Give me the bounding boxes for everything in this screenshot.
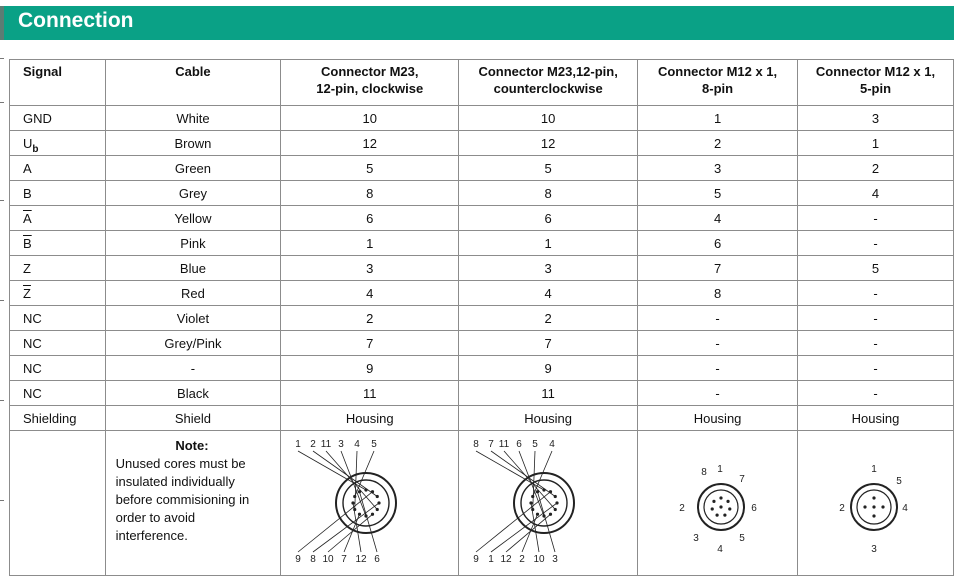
margin-tick bbox=[0, 58, 4, 59]
signal-cell bbox=[10, 231, 106, 256]
pin-number-label: 4 bbox=[902, 503, 908, 514]
header-m12-8pin: Connector M12 x 1, 8-pin bbox=[638, 60, 798, 106]
table-row bbox=[10, 206, 954, 231]
section-title: Connection bbox=[18, 9, 134, 32]
pin-dot bbox=[872, 496, 875, 499]
m23-ccw-cell: 2 bbox=[459, 306, 638, 331]
pin-dot bbox=[543, 488, 546, 491]
signal-cell bbox=[10, 381, 106, 406]
header-signal: Signal bbox=[10, 60, 106, 106]
margin-tick bbox=[0, 102, 4, 103]
signal-name: NC bbox=[23, 385, 42, 401]
cable-cell: Pink bbox=[105, 231, 281, 256]
table-row bbox=[10, 106, 954, 131]
m12-5pin-diagram-cell bbox=[798, 431, 954, 576]
pin-leader-line bbox=[491, 503, 557, 552]
pin-dot bbox=[723, 514, 726, 517]
m12-5-cell: Housing bbox=[798, 406, 954, 431]
m23-ccw-diagram-cell bbox=[459, 431, 638, 576]
pin-dot bbox=[543, 514, 546, 517]
m23-ccw-cell: 6 bbox=[459, 206, 638, 231]
pin-dot bbox=[371, 490, 374, 493]
signal-cell bbox=[10, 331, 106, 356]
pin-dot bbox=[536, 513, 539, 516]
cable-cell: Brown bbox=[105, 131, 281, 156]
pin-dot bbox=[549, 490, 552, 493]
m12-5-cell: 5 bbox=[798, 256, 954, 281]
m12-5-cell: - bbox=[798, 231, 954, 256]
pin-dot bbox=[556, 501, 559, 504]
m23-cw-cell: 4 bbox=[281, 281, 459, 306]
cable-cell: - bbox=[105, 356, 281, 381]
pin-dot bbox=[531, 495, 534, 498]
pin-number-label: 4 bbox=[354, 439, 361, 450]
m12-8-cell: 3 bbox=[638, 156, 798, 181]
pin-number-label: 9 bbox=[473, 554, 479, 565]
pin-dot bbox=[728, 507, 731, 510]
pin-dot bbox=[353, 508, 356, 511]
pin-number-label: 5 bbox=[739, 533, 745, 544]
pin-number-label: 7 bbox=[341, 554, 348, 565]
m23-ccw-cell: 8 bbox=[459, 181, 638, 206]
table-row bbox=[10, 181, 954, 206]
signal-cell bbox=[10, 256, 106, 281]
margin-tick bbox=[0, 300, 4, 301]
cable-cell: Blue bbox=[105, 256, 281, 281]
m12-5-cell: - bbox=[798, 381, 954, 406]
table-row bbox=[10, 306, 954, 331]
signal-cell bbox=[10, 281, 106, 306]
note-line: insulated individually bbox=[115, 474, 235, 489]
pin-dot bbox=[376, 495, 379, 498]
pin-dot bbox=[378, 501, 381, 504]
m23-cw-cell: 8 bbox=[281, 181, 459, 206]
connector-outer-ring bbox=[336, 473, 396, 533]
signal-name: NC bbox=[23, 360, 42, 376]
table-row bbox=[10, 281, 954, 306]
pin-number-label: 1 bbox=[295, 439, 302, 450]
m23-ccw-cell: 10 bbox=[459, 106, 638, 131]
cable-cell: Green bbox=[105, 156, 281, 181]
table-row bbox=[10, 256, 954, 281]
pin-dot bbox=[872, 505, 875, 508]
signal-name: GND bbox=[23, 110, 52, 126]
cable-cell: Shield bbox=[105, 406, 281, 431]
pin-dot bbox=[353, 495, 356, 498]
cable-cell: Grey bbox=[105, 181, 281, 206]
m12-8-cell: 4 bbox=[638, 206, 798, 231]
signal-cell bbox=[10, 206, 106, 231]
pin-dot bbox=[536, 490, 539, 493]
pin-number-label: 2 bbox=[519, 554, 525, 565]
m12-8pin-diagram-cell bbox=[638, 431, 798, 576]
pin-number-label: 11 bbox=[321, 439, 332, 450]
pin-leader-line bbox=[533, 451, 535, 510]
m23-cw-pinout-diagram bbox=[281, 431, 457, 573]
pin-dot bbox=[712, 500, 715, 503]
m23-ccw-cell: Housing bbox=[459, 406, 638, 431]
pin-number-label: 3 bbox=[871, 544, 877, 555]
m12-8pin-pinout-diagram bbox=[638, 431, 796, 573]
empty-cell bbox=[10, 431, 106, 576]
cable-cell: Black bbox=[105, 381, 281, 406]
signal-name: $\overline{Z}$ bbox=[23, 285, 31, 301]
m23-cw-cell: 6 bbox=[281, 206, 459, 231]
m23-cw-cell: 12 bbox=[281, 131, 459, 156]
pin-number-label: 3 bbox=[552, 554, 558, 565]
m23-ccw-cell: 12 bbox=[459, 131, 638, 156]
pin-dot bbox=[720, 505, 723, 508]
header-m23-ccw: Connector M23,12-pin, counterclockwise bbox=[459, 60, 638, 106]
signal-name: $\overline{B}$ bbox=[23, 235, 32, 251]
connector-inner-ring bbox=[343, 480, 389, 526]
pin-number-label: 10 bbox=[322, 554, 334, 565]
m23-ccw-pinout-diagram bbox=[459, 431, 636, 573]
m23-cw-diagram-cell bbox=[281, 431, 459, 576]
margin-tick bbox=[0, 200, 4, 201]
margin-tick bbox=[0, 500, 4, 501]
pin-dot bbox=[530, 501, 533, 504]
pin-number-label: 6 bbox=[374, 554, 381, 565]
signal-name: Z bbox=[23, 260, 31, 276]
connection-table bbox=[9, 59, 954, 576]
pin-number-label: 3 bbox=[338, 439, 345, 450]
pin-dot bbox=[365, 514, 368, 517]
m12-8-cell: 8 bbox=[638, 281, 798, 306]
pin-number-label: 4 bbox=[717, 544, 723, 555]
table-row bbox=[10, 131, 954, 156]
pin-dot bbox=[881, 505, 884, 508]
pin-dot bbox=[365, 488, 368, 491]
pin-dot bbox=[358, 513, 361, 516]
pin-dot bbox=[358, 490, 361, 493]
m12-5-cell: - bbox=[798, 331, 954, 356]
m23-cw-cell: Housing bbox=[281, 406, 459, 431]
signal-cell bbox=[10, 356, 106, 381]
m12-5-cell: - bbox=[798, 281, 954, 306]
m12-8-cell: 6 bbox=[638, 231, 798, 256]
pin-number-label: 8 bbox=[701, 467, 707, 478]
pin-number-label: 2 bbox=[310, 439, 317, 450]
signal-name: NC bbox=[23, 310, 42, 326]
pin-number-label: 6 bbox=[516, 439, 522, 450]
m12-5-cell: - bbox=[798, 356, 954, 381]
table-row bbox=[10, 356, 954, 381]
pin-number-label: 6 bbox=[751, 503, 757, 514]
m12-5-cell: - bbox=[798, 306, 954, 331]
signal-name: A bbox=[23, 160, 32, 176]
pin-leader-line bbox=[522, 514, 538, 552]
note-line: order to avoid bbox=[115, 510, 196, 525]
pin-number-label: 8 bbox=[473, 439, 479, 450]
note-cell bbox=[105, 431, 281, 576]
pin-number-label: 5 bbox=[532, 439, 538, 450]
table-header-row bbox=[10, 60, 954, 106]
pin-number-label: 5 bbox=[371, 439, 378, 450]
m12-8-cell: 7 bbox=[638, 256, 798, 281]
pin-number-label: 4 bbox=[549, 439, 555, 450]
pin-dot bbox=[554, 495, 557, 498]
m12-5-cell: 4 bbox=[798, 181, 954, 206]
pin-dot bbox=[531, 508, 534, 511]
signal-cell bbox=[10, 131, 106, 156]
pin-number-label: 2 bbox=[839, 503, 845, 514]
note-title: Note: bbox=[175, 438, 209, 453]
m12-8-cell: - bbox=[638, 356, 798, 381]
pin-dot bbox=[376, 508, 379, 511]
table-row bbox=[10, 156, 954, 181]
header-cable: Cable bbox=[105, 60, 281, 106]
pin-dot bbox=[716, 514, 719, 517]
pin-number-label: 10 bbox=[533, 554, 545, 565]
pin-number-label: 7 bbox=[739, 474, 745, 485]
m12-5-cell: - bbox=[798, 206, 954, 231]
m23-ccw-cell: 5 bbox=[459, 156, 638, 181]
m23-cw-cell: 5 bbox=[281, 156, 459, 181]
signal-name: Shielding bbox=[23, 410, 77, 426]
m23-ccw-cell: 9 bbox=[459, 356, 638, 381]
pin-number-label: 1 bbox=[871, 464, 877, 475]
pin-number-label: 3 bbox=[693, 533, 699, 544]
m23-ccw-cell: 11 bbox=[459, 381, 638, 406]
pin-number-label: 2 bbox=[679, 503, 685, 514]
pin-number-label: 12 bbox=[500, 554, 512, 565]
m23-ccw-cell: 3 bbox=[459, 256, 638, 281]
m12-8-cell: - bbox=[638, 331, 798, 356]
m12-5-cell: 2 bbox=[798, 156, 954, 181]
m23-cw-cell: 3 bbox=[281, 256, 459, 281]
signal-subscript: b bbox=[32, 143, 39, 155]
pin-dot bbox=[863, 505, 866, 508]
signal-cell bbox=[10, 181, 106, 206]
connector-inner-ring bbox=[521, 480, 567, 526]
note-line: Unused cores must be bbox=[115, 456, 246, 471]
m12-5-cell: 1 bbox=[798, 131, 954, 156]
pin-number-label: 12 bbox=[355, 554, 367, 565]
section-header bbox=[0, 6, 954, 40]
header-m12-5pin: Connector M12 x 1, 5-pin bbox=[798, 60, 954, 106]
m12-5pin-pinout-diagram bbox=[798, 431, 952, 573]
signal-name: NC bbox=[23, 335, 42, 351]
m23-cw-cell: 11 bbox=[281, 381, 459, 406]
pin-dot bbox=[720, 496, 723, 499]
margin-tick bbox=[0, 400, 4, 401]
pin-dot bbox=[371, 513, 374, 516]
pin-leader-line bbox=[313, 503, 379, 552]
note-line: interference. bbox=[115, 528, 188, 543]
m12-8-cell: 1 bbox=[638, 106, 798, 131]
pin-dot bbox=[711, 507, 714, 510]
m12-8-cell: 2 bbox=[638, 131, 798, 156]
pin-leader-line bbox=[538, 492, 556, 552]
cable-cell: Violet bbox=[105, 306, 281, 331]
m12-8-cell: Housing bbox=[638, 406, 798, 431]
cable-cell: Yellow bbox=[105, 206, 281, 231]
pin-dot bbox=[554, 508, 557, 511]
table-row bbox=[10, 331, 954, 356]
signal-cell bbox=[10, 106, 106, 131]
header-edge-bar bbox=[0, 6, 4, 40]
pin-dot bbox=[352, 501, 355, 504]
connector-outer-ring bbox=[514, 473, 574, 533]
m12-8-cell: 5 bbox=[638, 181, 798, 206]
pin-number-label: 9 bbox=[295, 554, 302, 565]
signal-name: U bbox=[23, 135, 33, 151]
m23-ccw-cell: 4 bbox=[459, 281, 638, 306]
cable-cell: White bbox=[105, 106, 281, 131]
pin-number-label: 1 bbox=[717, 464, 723, 475]
pin-leader-line bbox=[360, 492, 378, 552]
signal-name: B bbox=[23, 185, 32, 201]
m12-8-cell: - bbox=[638, 381, 798, 406]
signal-name: $\overline{A}$ bbox=[23, 210, 32, 226]
m23-cw-cell: 9 bbox=[281, 356, 459, 381]
signal-cell bbox=[10, 306, 106, 331]
pin-dot bbox=[549, 513, 552, 516]
table-row bbox=[10, 231, 954, 256]
m23-ccw-cell: 1 bbox=[459, 231, 638, 256]
table-row bbox=[10, 381, 954, 406]
pin-number-label: 5 bbox=[896, 476, 902, 487]
m23-cw-cell: 2 bbox=[281, 306, 459, 331]
m23-cw-cell: 7 bbox=[281, 331, 459, 356]
note-line: before commisioning in bbox=[115, 492, 250, 507]
signal-cell bbox=[10, 406, 106, 431]
pin-number-label: 8 bbox=[310, 554, 317, 565]
pin-leader-line bbox=[355, 451, 357, 510]
m23-ccw-cell: 7 bbox=[459, 331, 638, 356]
m23-cw-cell: 10 bbox=[281, 106, 459, 131]
m12-5-cell: 3 bbox=[798, 106, 954, 131]
cable-cell: Red bbox=[105, 281, 281, 306]
m23-cw-cell: 1 bbox=[281, 231, 459, 256]
m12-8-cell: - bbox=[638, 306, 798, 331]
cable-cell: Grey/Pink bbox=[105, 331, 281, 356]
diagram-row bbox=[10, 431, 954, 576]
pin-leader-line bbox=[344, 514, 360, 552]
header-m23-cw: Connector M23, 12-pin, clockwise bbox=[281, 60, 459, 106]
pin-dot bbox=[727, 500, 730, 503]
signal-cell bbox=[10, 156, 106, 181]
pin-dot bbox=[872, 514, 875, 517]
pin-number-label: 7 bbox=[488, 439, 494, 450]
table-row bbox=[10, 406, 954, 431]
pin-number-label: 11 bbox=[499, 439, 510, 450]
pin-number-label: 1 bbox=[488, 554, 494, 565]
